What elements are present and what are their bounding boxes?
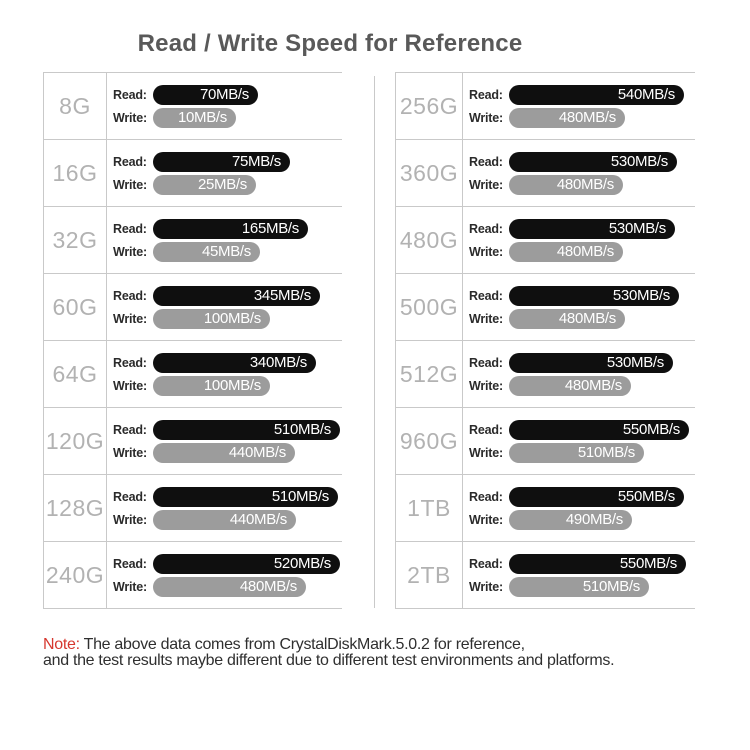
read-label: Read: [113,87,147,102]
read-bar-line [469,420,695,440]
write-label: Write: [113,512,147,527]
read-label: Read: [113,288,147,303]
speed-bars-cell [107,408,342,474]
write-bar-line [469,510,695,530]
capacity-row [44,475,342,542]
read-speed-bar: 340MB/s [153,353,316,373]
capacity-label: 128G [44,475,107,541]
capacity-row [396,341,695,408]
write-label: Write: [469,378,503,393]
read-bar-line [113,420,342,440]
capacity-row [396,475,695,542]
speed-bars-cell [463,140,695,206]
speed-bars-cell [107,73,342,139]
capacity-row [396,274,695,341]
read-speed-bar: 165MB/s [153,219,308,239]
write-bar-line [469,577,695,597]
read-bar-line [469,353,695,373]
read-speed-bar: 345MB/s [153,286,320,306]
read-label: Read: [469,154,503,169]
write-label: Write: [469,311,503,326]
capacity-label: 60G [44,274,107,340]
read-bar-line [113,487,342,507]
write-label: Write: [113,579,147,594]
write-speed-bar: 510MB/s [509,577,649,597]
capacity-label: 360G [396,140,463,206]
read-bar-line [113,152,342,172]
write-bar-line [113,376,342,396]
footnote-line-2: and the test results maybe different due to different test environments and platforms. [43,652,615,669]
write-label: Write: [469,579,503,594]
read-bar-line [113,286,342,306]
capacity-row [396,73,695,140]
read-bar-line [113,353,342,373]
write-label: Write: [469,512,503,527]
read-label: Read: [113,422,147,437]
capacity-row [44,542,342,609]
speed-bars-cell [463,542,695,608]
read-speed-bar: 550MB/s [509,420,689,440]
capacity-label: 512G [396,341,463,407]
read-speed-bar: 530MB/s [509,353,673,373]
read-speed-bar: 550MB/s [509,554,686,574]
write-speed-bar: 480MB/s [153,577,306,597]
write-bar-line [469,242,695,262]
capacity-label: 1TB [396,475,463,541]
speed-bars-cell [107,140,342,206]
read-label: Read: [469,489,503,504]
write-bar-line [113,309,342,329]
speed-table-left [43,72,342,609]
write-bar-line [469,309,695,329]
write-label: Write: [469,177,503,192]
write-bar-line [113,108,342,128]
write-speed-bar: 440MB/s [153,443,295,463]
write-bar-line [113,510,342,530]
speed-bars-cell [463,341,695,407]
write-speed-bar: 480MB/s [509,108,625,128]
write-label: Write: [113,378,147,393]
write-speed-bar: 480MB/s [509,175,623,195]
write-bar-line [469,175,695,195]
read-bar-line [113,85,342,105]
write-label: Write: [113,445,147,460]
footnote-line-1-text: The above data comes from CrystalDiskMark.5.0.2 for reference, [79,636,525,653]
read-label: Read: [469,355,503,370]
capacity-row [396,542,695,609]
read-bar-line [469,487,695,507]
footnote-line-1 [43,637,723,653]
read-speed-bar: 540MB/s [509,85,684,105]
capacity-label: 256G [396,73,463,139]
speed-bars-cell [107,274,342,340]
read-bar-line [469,286,695,306]
write-speed-bar: 480MB/s [509,242,623,262]
read-speed-bar: 510MB/s [153,487,338,507]
capacity-label: 32G [44,207,107,273]
footnote-note-prefix: Note: [43,636,80,653]
speed-bars-cell [107,542,342,608]
capacity-label: 8G [44,73,107,139]
footnote [43,637,723,669]
read-speed-bar: 530MB/s [509,286,679,306]
read-label: Read: [469,556,503,571]
read-label: Read: [469,288,503,303]
write-label: Write: [113,177,147,192]
read-speed-bar: 530MB/s [509,219,675,239]
capacity-row [396,140,695,207]
capacity-row [396,408,695,475]
write-speed-bar: 490MB/s [509,510,632,530]
write-label: Write: [113,311,147,326]
capacity-label: 960G [396,408,463,474]
table-divider-line [374,76,375,608]
read-label: Read: [469,87,503,102]
read-speed-bar: 550MB/s [509,487,684,507]
capacity-row [44,207,342,274]
speed-table-right [395,72,695,609]
capacity-label: 120G [44,408,107,474]
capacity-row [396,207,695,274]
read-label: Read: [113,154,147,169]
write-bar-line [113,577,342,597]
write-bar-line [469,108,695,128]
write-label: Write: [113,110,147,125]
write-label: Write: [469,110,503,125]
write-speed-bar: 45MB/s [153,242,260,262]
speed-bars-cell [463,207,695,273]
capacity-label: 240G [44,542,107,608]
read-speed-bar: 530MB/s [509,152,677,172]
read-bar-line [469,554,695,574]
read-bar-line [469,219,695,239]
read-bar-line [113,219,342,239]
write-label: Write: [469,445,503,460]
write-speed-bar: 510MB/s [509,443,644,463]
speed-bars-cell [463,274,695,340]
write-speed-bar: 440MB/s [153,510,296,530]
page-title: Read / Write Speed for Reference [137,30,523,57]
write-speed-bar: 100MB/s [153,376,270,396]
read-label: Read: [469,221,503,236]
capacity-row [44,341,342,408]
capacity-label: 480G [396,207,463,273]
capacity-row [44,408,342,475]
write-speed-bar: 480MB/s [509,309,625,329]
read-label: Read: [113,221,147,236]
capacity-label: 64G [44,341,107,407]
capacity-label: 500G [396,274,463,340]
read-label: Read: [113,556,147,571]
capacity-row [44,73,342,140]
capacity-row [44,140,342,207]
write-bar-line [469,376,695,396]
speed-bars-cell [107,207,342,273]
capacity-label: 2TB [396,542,463,608]
read-label: Read: [113,355,147,370]
speed-bars-cell [463,73,695,139]
write-speed-bar: 100MB/s [153,309,270,329]
write-speed-bar: 480MB/s [509,376,631,396]
write-speed-bar: 25MB/s [153,175,256,195]
write-bar-line [113,175,342,195]
write-bar-line [113,242,342,262]
read-bar-line [469,85,695,105]
write-label: Write: [113,244,147,259]
read-speed-bar: 75MB/s [153,152,290,172]
capacity-label: 16G [44,140,107,206]
speed-bars-cell [107,475,342,541]
speed-bars-cell [463,408,695,474]
read-label: Read: [469,422,503,437]
read-bar-line [113,554,342,574]
read-label: Read: [113,489,147,504]
write-label: Write: [469,244,503,259]
read-bar-line [469,152,695,172]
read-speed-bar: 520MB/s [153,554,340,574]
capacity-row [44,274,342,341]
read-speed-bar: 510MB/s [153,420,340,440]
read-speed-bar: 70MB/s [153,85,258,105]
speed-bars-cell [463,475,695,541]
write-bar-line [469,443,695,463]
write-speed-bar: 10MB/s [153,108,236,128]
write-bar-line [113,443,342,463]
speed-bars-cell [107,341,342,407]
